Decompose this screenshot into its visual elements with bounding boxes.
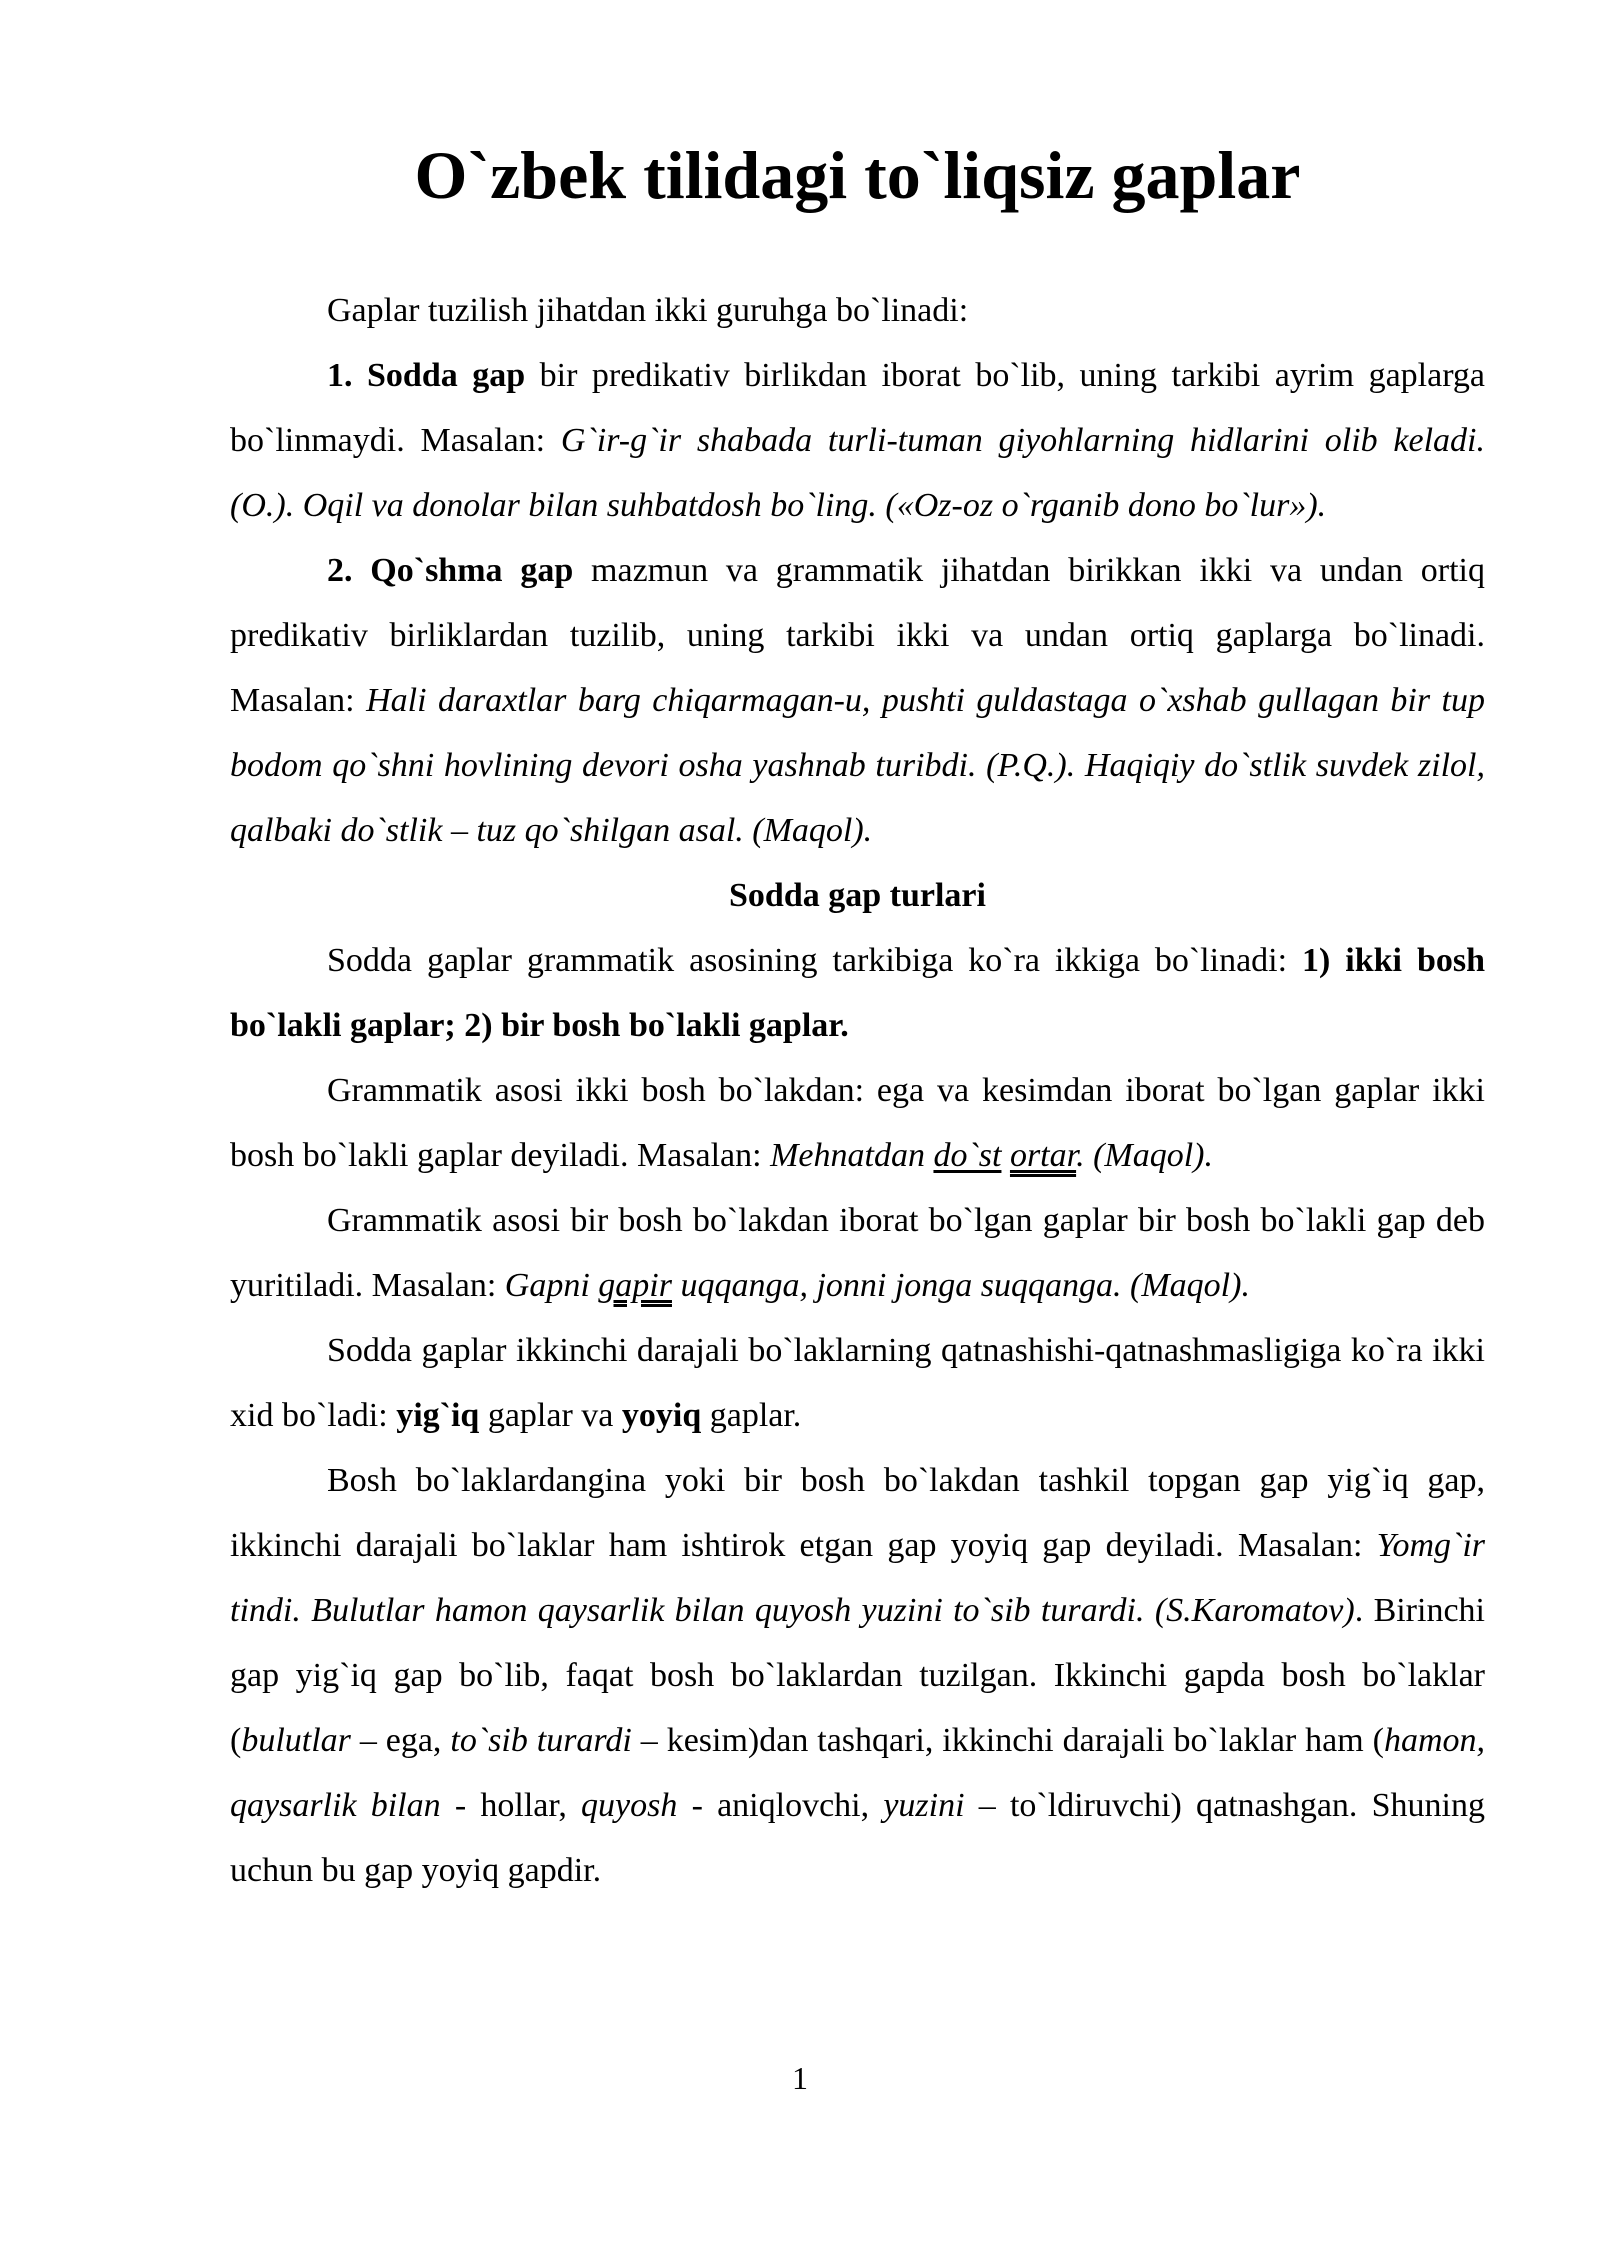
term-yigiq: yig`iq bbox=[396, 1397, 480, 1434]
example-part: . (Maqol). bbox=[1076, 1137, 1214, 1174]
body-text: - hollar, bbox=[440, 1787, 582, 1824]
example-word: bulutlar bbox=[241, 1722, 351, 1759]
definition-text: bir predikativ birlikdan iborat bo`lib, uning tarkibi ayrim gaplarga bo`linmaydi. Masalan: bbox=[230, 357, 1485, 459]
section-title: Sodda gap turlari bbox=[729, 877, 986, 914]
page-number: 1 bbox=[792, 2060, 808, 2096]
body-text: Sodda gaplar grammatik asosining tarkibiga ko`ra ikkiga bo`linadi: bbox=[327, 942, 1303, 979]
example-word: quyosh bbox=[581, 1787, 678, 1824]
body-text: – kesim)dan tashqari, ikkinchi darajali bo`laklar ham ( bbox=[631, 1722, 1384, 1759]
example-text bbox=[770, 1137, 1213, 1174]
paragraph-sodda-gap bbox=[230, 343, 1485, 538]
example-text: G`ir-g`ir shabada turli-tuman giyohlarning hidlarini olib keladi. (O.). Oqil va donolar bilan suhbatdosh bo`ling. («Oz-oz o`rganib dono bo`lur»). bbox=[230, 422, 1486, 524]
paragraph-intro bbox=[230, 278, 1485, 343]
example-predicate: gapir bbox=[598, 1267, 672, 1304]
example-word: hamon, qaysarlik bilan bbox=[230, 1722, 1485, 1824]
body-text: gaplar va bbox=[479, 1397, 622, 1434]
document-title: O`zbek tilidagi to`liqsiz gaplar bbox=[414, 137, 1301, 213]
term-yoyiq: yoyiq bbox=[621, 1397, 702, 1434]
body-text: . Birinchi gap yig`iq gap bo`lib, faqat bosh bo`laklardan tuzilgan. Ikkinchi gapda bosh bo`laklar ( bbox=[230, 1592, 1485, 1759]
example-text: Yomg`ir tindi. Bulutlar hamon qaysarlik bilan quyosh yuzini to`sib turardi. (S.Karomatov) bbox=[230, 1527, 1485, 1629]
example-space bbox=[1001, 1137, 1010, 1174]
body-text: Grammatik asosi bir bosh bo`lakdan iborat bo`lgan gaplar bir bosh bo`lakli gap deb yuritiladi. Masalan: bbox=[230, 1202, 1485, 1304]
example-predicate: ortar bbox=[1009, 1137, 1077, 1174]
body-text: Sodda gaplar ikkinchi darajali bo`laklarning qatnashishi-qatnashmasligiga ko`ra ikki xid bo`ladi: bbox=[230, 1332, 1485, 1434]
bold-classification: 1) ikki bosh bo`lakli gaplar; 2) bir bosh bo`lakli gaplar. bbox=[230, 942, 1485, 1044]
document-page bbox=[230, 137, 1486, 1903]
example-subject: do`st bbox=[933, 1137, 1002, 1174]
paragraph-grammatik-asos bbox=[230, 928, 1485, 1058]
example-part: uqqanga, jonni jonga suqqanga. (Maqol). bbox=[671, 1267, 1250, 1304]
example-text: Hali daraxtlar barg chiqarmagan-u, pushti guldastaga o`xshab gullagan bir tup bodom qo`shni hovlining devori osha yashnab turibdi. (P.Q.). Haqiqiy do`stlik suvdek zilol, qalbaki do`stlik – tuz qo`shilgan asal. (Maqol). bbox=[230, 682, 1485, 849]
example-part: Gapni bbox=[504, 1267, 599, 1304]
paragraph-qoshma-gap bbox=[230, 538, 1485, 863]
body-text: gaplar. bbox=[701, 1397, 802, 1434]
example-word: to`sib turardi bbox=[450, 1722, 632, 1759]
body-text: Bosh bo`laklardangina yoki bir bosh bo`lakdan tashkil topgan gap yig`iq gap, ikkinchi darajali bo`laklar ham ishtirok etgan gap yoyiq gap deyiladi. Masalan: bbox=[230, 1462, 1485, 1564]
intro-text: Gaplar tuzilish jihatdan ikki guruhga bo`linadi: bbox=[327, 292, 969, 329]
example-part: Mehnatdan bbox=[770, 1137, 934, 1174]
example-word: yuzini bbox=[883, 1787, 965, 1824]
example-text bbox=[505, 1267, 1250, 1304]
body-text: - aniqlovchi, bbox=[677, 1787, 884, 1824]
body-text: – ega, bbox=[350, 1722, 451, 1759]
paragraph-ikkinchi-darajali bbox=[230, 1318, 1485, 1448]
body-text: – to`ldiruvchi) qatnashgan. Shuning uchun bu gap yoyiq gapdir. bbox=[230, 1787, 1485, 1889]
paragraph-yigiq-yoyiq bbox=[230, 1448, 1485, 1903]
term-qoshma-gap: 2. Qo`shma gap bbox=[327, 552, 574, 589]
definition-text: mazmun va grammatik jihatdan birikkan ikki va undan ortiq predikativ birliklardan tuzilib, uning tarkibi ikki va undan ortiq gaplarga bo`linadi. Masalan: bbox=[230, 552, 1486, 719]
term-sodda-gap: 1. Sodda gap bbox=[327, 357, 526, 394]
body-text: Grammatik asosi ikki bosh bo`lakdan: ega va kesimdan iborat bo`lgan gaplar ikki bosh bo`lakli gaplar deyiladi. Masalan: bbox=[230, 1072, 1485, 1174]
paragraph-ikki-bosh bbox=[230, 1058, 1485, 1188]
paragraph-bir-bosh bbox=[230, 1188, 1485, 1318]
